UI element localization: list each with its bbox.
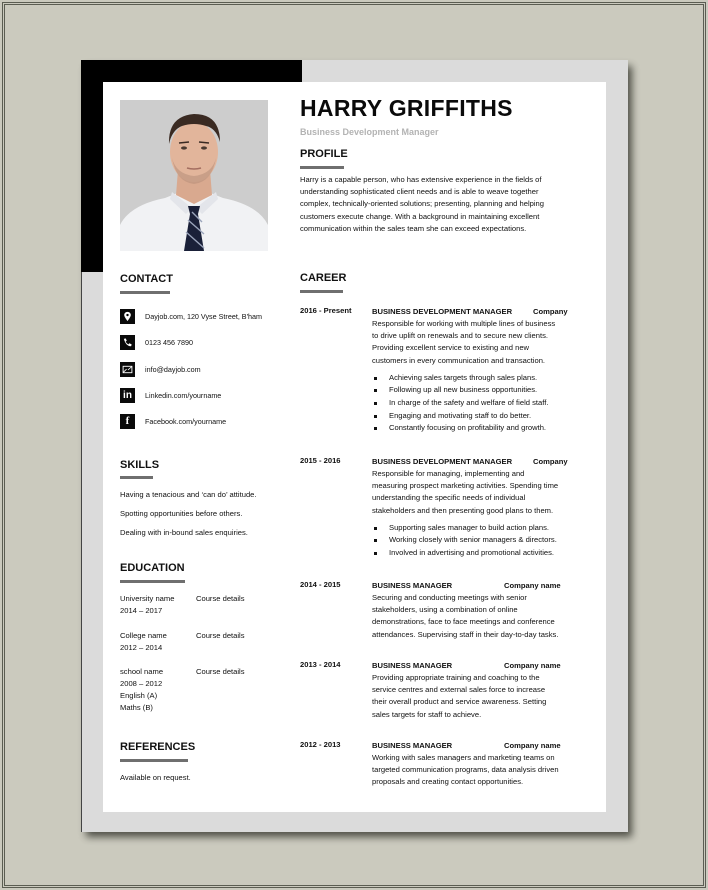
contact-facebook-text[interactable]: Facebook.com/yourname	[145, 416, 227, 426]
profile-heading: PROFILE	[300, 148, 348, 160]
achievement-item: Involved in advertising and promotional activities.	[372, 547, 587, 560]
career-details	[372, 456, 587, 560]
profile-line: understanding sophisticated client needs and is able to weave together	[300, 187, 539, 197]
career-achievements	[372, 522, 587, 560]
description-line: their overall product and service awareness. Setting	[372, 697, 547, 707]
accent-band-left	[81, 60, 103, 272]
education-item	[120, 630, 245, 654]
contact-rule	[120, 291, 170, 294]
contact-phone-text: 0123 456 7890	[145, 337, 193, 347]
career-description	[372, 592, 587, 641]
description-line: demonstrations, face to face meetings and conference	[372, 617, 555, 627]
career-dates: 2014 - 2015	[300, 580, 341, 589]
career-role: BUSINESS DEVELOPMENT MANAGER	[372, 457, 513, 466]
education-heading: EDUCATION	[120, 562, 185, 574]
achievement-item: Supporting sales manager to build action plans.	[372, 522, 587, 535]
career-company: Company	[533, 307, 568, 316]
description-line: Responsible for managing, implementing and	[372, 469, 525, 478]
career-role: BUSINESS MANAGER	[372, 661, 453, 670]
career-description	[372, 752, 587, 789]
skills-heading: SKILLS	[120, 459, 160, 471]
education-institution: University name	[120, 594, 175, 603]
career-description	[372, 468, 587, 517]
contact-address	[120, 308, 262, 324]
career-description	[372, 318, 587, 367]
phone-icon	[120, 335, 135, 350]
career-description	[372, 672, 587, 721]
achievement-item: In charge of the safety and welfare of field staff.	[372, 397, 587, 410]
career-dates: 2012 - 2013	[300, 740, 341, 749]
education-grade: Maths (B)	[120, 703, 153, 712]
description-line: Working with sales managers and marketing teams on	[372, 753, 555, 762]
education-item	[120, 666, 245, 714]
career-details	[372, 306, 587, 435]
career-company: Company name	[504, 741, 561, 750]
profile-photo	[120, 100, 268, 251]
profile-line: Harry is a capable person, who has extensive experience in the fields of	[300, 175, 542, 184]
description-line: stakeholders and then presenting good plans to them.	[372, 505, 554, 515]
education-course: Course details	[196, 631, 245, 640]
description-line: Providing appropriate training and coaching to the	[372, 673, 540, 682]
contact-heading: CONTACT	[120, 273, 173, 285]
career-rule	[300, 290, 343, 293]
profile-text	[300, 174, 600, 235]
description-line: stakeholders, using a combination of online	[372, 605, 518, 615]
skill-item: Having a tenacious and ‘can do’ attitude.	[120, 490, 257, 499]
linkedin-icon: in	[120, 388, 135, 403]
references-text: Available on request.	[120, 773, 191, 782]
career-company: Company name	[504, 661, 561, 670]
education-years: 2012 – 2014	[120, 643, 163, 652]
skills-rule	[120, 476, 153, 479]
achievement-item: Engaging and motivating staff to do better.	[372, 410, 587, 423]
contact-phone	[120, 334, 193, 350]
education-institution: school name	[120, 667, 164, 676]
career-role: BUSINESS MANAGER	[372, 581, 453, 590]
contact-linkedin-text[interactable]: Linkedin.com/yourname	[145, 390, 222, 400]
achievement-item: Achieving sales targets through sales plans.	[372, 372, 587, 385]
contact-linkedin	[120, 387, 221, 403]
description-line: customers in every communication and transaction.	[372, 355, 546, 365]
education-item	[120, 593, 245, 617]
profile-rule	[300, 166, 344, 169]
achievement-item: Working closely with senior managers & directors.	[372, 534, 587, 547]
career-role: BUSINESS MANAGER	[372, 741, 453, 750]
profile-line: customers execute change. With a background in maintaining excellent	[300, 211, 540, 221]
achievement-item: Constantly focusing on profitability and growth.	[372, 422, 587, 435]
references-rule	[120, 759, 188, 762]
description-line: targeted communication programs, data analysis driven	[372, 765, 559, 775]
profile-line: communication within the sales team she can exceed expectations.	[300, 223, 527, 233]
email-icon	[120, 362, 135, 377]
description-line: to drive uplift on renewals and to secure new clients.	[372, 331, 549, 341]
career-dates: 2013 - 2014	[300, 660, 341, 669]
education-years: 2008 – 2012	[120, 679, 163, 688]
description-line: sales targets for staff to achieve.	[372, 709, 482, 719]
skill-item: Spotting opportunities before others.	[120, 509, 243, 518]
resume-page	[103, 82, 606, 812]
education-years: 2014 – 2017	[120, 606, 163, 615]
career-company: Company name	[504, 581, 561, 590]
contact-address-text: Dayjob.com, 120 Vyse Street, B'ham	[145, 311, 262, 321]
career-dates: 2015 - 2016	[300, 456, 341, 465]
candidate-name: HARRY GRIFFITHS	[300, 95, 513, 121]
job-title: Business Development Manager	[300, 127, 439, 137]
career-achievements	[372, 372, 587, 435]
education-grade: English (A)	[120, 691, 158, 700]
profile-line: complex, technically-oriented solutions; presenting, planning and helping	[300, 199, 544, 209]
career-dates: 2016 - Present	[300, 306, 352, 315]
references-heading: REFERENCES	[120, 741, 196, 753]
description-line: attendances. Supervising staff in their day-to-day tasks.	[372, 629, 559, 639]
description-line: Responsible for working with multiple lines of business	[372, 319, 556, 328]
education-course: Course details	[196, 667, 245, 676]
career-company: Company	[533, 457, 568, 466]
career-role: BUSINESS DEVELOPMENT MANAGER	[372, 307, 513, 316]
contact-email	[120, 361, 201, 377]
career-heading: CAREER	[300, 272, 347, 284]
education-institution: College name	[120, 631, 167, 640]
facebook-icon: f	[120, 414, 135, 429]
skill-item: Dealing with in-bound sales enquiries.	[120, 528, 248, 537]
description-line: Securing and conducting meetings with senior	[372, 593, 527, 602]
career-details	[372, 660, 587, 721]
description-line: Providing excellent service to existing and new	[372, 343, 530, 353]
description-line: understanding the specific needs of individual	[372, 493, 526, 503]
contact-email-text[interactable]: info@dayjob.com	[145, 364, 201, 374]
description-line: service centres and external sales force to increase	[372, 685, 546, 695]
accent-band-top	[81, 60, 302, 82]
career-details	[372, 580, 587, 641]
career-details	[372, 740, 587, 789]
contact-facebook	[120, 413, 226, 429]
description-line: proposals and creating contact opportunities.	[372, 777, 524, 787]
education-rule	[120, 580, 185, 583]
portrait-image	[120, 100, 268, 251]
education-course: Course details	[196, 594, 245, 603]
map-pin-icon	[120, 309, 135, 324]
description-line: measuring prospect marketing activities. Spending time	[372, 481, 559, 491]
achievement-item: Following up all new business opportunities.	[372, 384, 587, 397]
